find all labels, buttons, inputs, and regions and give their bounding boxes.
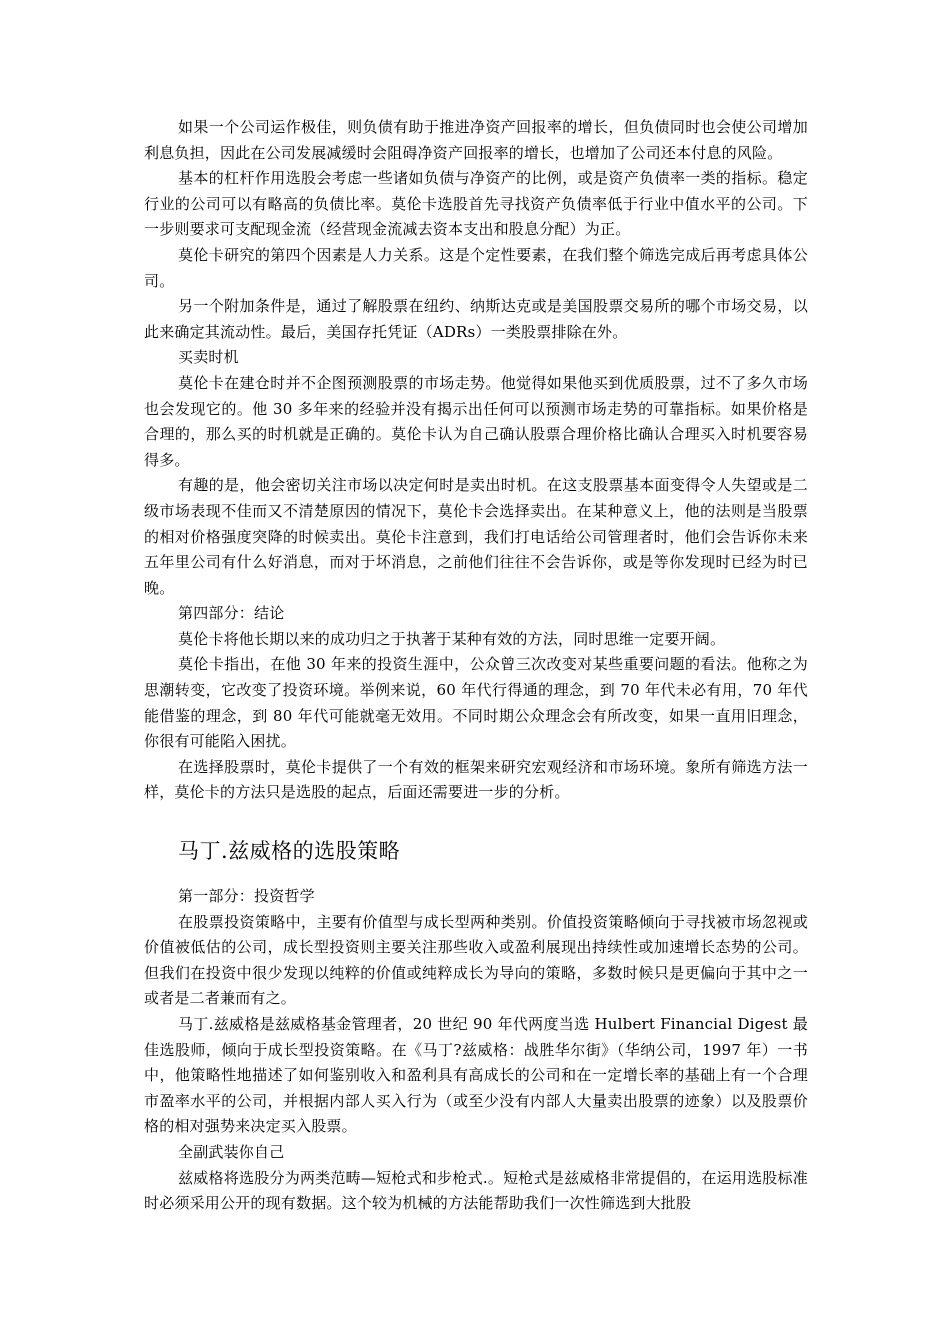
section-title: 马丁.兹威格的选股策略 bbox=[178, 839, 401, 864]
paragraph: 在选择股票时，莫伦卡提供了一个有效的框架来研究宏观经济和市场环境。象所有筛选方法一样，莫伦卡的方法只是选股的起点，后面还需要进一步的分析。 bbox=[144, 757, 808, 802]
subheading: 第一部分：投资哲学 bbox=[178, 887, 315, 906]
paragraph: 在股票投资策略中，主要有价值型与成长型两种类别。价值投资策略倾向于寻找被市场忽视或价值被低估的公司，成长型投资则主要关注那些收入或盈利展现出持续性或加速增长态势的公司。但我们在投资中很少发现以纯粹的价值或纯粹成长为导向的策略，多数时候只是更偏向于其中之一或者是二者兼而有之。 bbox=[144, 912, 808, 1008]
subheading: 第四部分：结论 bbox=[178, 604, 285, 623]
paragraph: 如果一个公司运作极佳，则负债有助于推进净资产回报率的增长，但负债同时也会使公司增加利息负担，因此在公司发展减缓时会阻碍净资产回报率的增长，也增加了公司还本付息的风险。 bbox=[144, 118, 808, 162]
paragraph: 莫伦卡在建仓时并不企图预测股票的市场走势。他觉得如果他买到优质股票，过不了多久市场也会发现它的。他 30 多年来的经验并没有揭示出任何可以预测市场走势的可靠指标。如果价格是合理的，那么买的时机就是正确的。莫伦卡认为自己确认股票合理价格比确认合理买入时机要容易得多。 bbox=[144, 373, 808, 469]
section-zweig bbox=[144, 884, 808, 1217]
paragraph: 有趣的是，他会密切关注市场以决定何时是卖出时机。在这支股票基本面变得令人失望或是二级市场表现不佳而又不清楚原因的情况下，莫伦卡会选择卖出。在某种意义上，他的法则是当股票的相对价格强度突降的时候卖出。莫伦卡注意到，我们打电话给公司管理者时，他们会告诉你未来五年里公司有什么好消息，而对于坏消息，之前他们往往不会告诉你，或是等你发现时已经为时已晚。 bbox=[144, 476, 808, 597]
subheading: 买卖时机 bbox=[178, 348, 239, 367]
paragraph: 马丁.兹威格是兹威格基金管理者，20 世纪 90 年代两度当选 Hulbert Financial Digest 最佳选股师，倾向于成长型投资策略。在《马丁?兹威格：战胜华尔街》（华纳公司，1997 年）一书中，他策略性地描述了如何鉴别收入和盈利具有高成长的公司和在一定增长率的基础上有一个合理市盈率水平的公司，并根据内部人买入行为（或至少没有内部人大量卖出股票的迹象）以及股票价格的相对强势来决定买入股票。 bbox=[144, 1015, 808, 1136]
subheading: 全副武装你自己 bbox=[178, 1142, 285, 1161]
document-page bbox=[144, 115, 808, 1217]
section-moreno-continued bbox=[144, 115, 808, 806]
paragraph: 莫伦卡指出，在他 30 年来的投资生涯中，公众曾三次改变对某些重要问题的看法。他称之为思潮转变，它改变了投资环境。举例来说，60 年代行得通的理念，到 70 年代未必有用，70 年代能借鉴的理念，到 80 年代可能就毫无效用。不同时期公众理念会有所改变，如果一直用旧理念，你很有可能陷入困扰。 bbox=[144, 655, 808, 751]
paragraph: 另一个附加条件是，通过了解股票在纽约、纳斯达克或是美国股票交易所的哪个市场交易，以此来确定其流动性。最后，美国存托凭证（ADRs）一类股票排除在外。 bbox=[144, 297, 808, 341]
paragraph: 基本的杠杆作用选股会考虑一些诸如负债与净资产的比例，或是资产负债率一类的指标。稳定行业的公司可以有略高的负债比率。莫伦卡选股首先寻找资产负债率低于行业中值水平的公司。下一步则要求可支配现金流（经营现金流减去资本支出和股息分配）为正。 bbox=[144, 169, 808, 239]
paragraph: 兹威格将选股分为两类范畴—短枪式和步枪式.。短枪式是兹威格非常提倡的，在运用选股标准时必须采用公开的现有数据。这个较为机械的方法能帮助我们一次性筛选到大批股 bbox=[144, 1168, 808, 1213]
paragraph: 莫伦卡研究的第四个因素是人力关系。这是个定性要素，在我们整个筛选完成后再考虑具体公司。 bbox=[144, 245, 808, 290]
paragraph: 莫伦卡将他长期以来的成功归之于执著于某种有效的方法，同时思维一定要开阔。 bbox=[178, 629, 726, 648]
